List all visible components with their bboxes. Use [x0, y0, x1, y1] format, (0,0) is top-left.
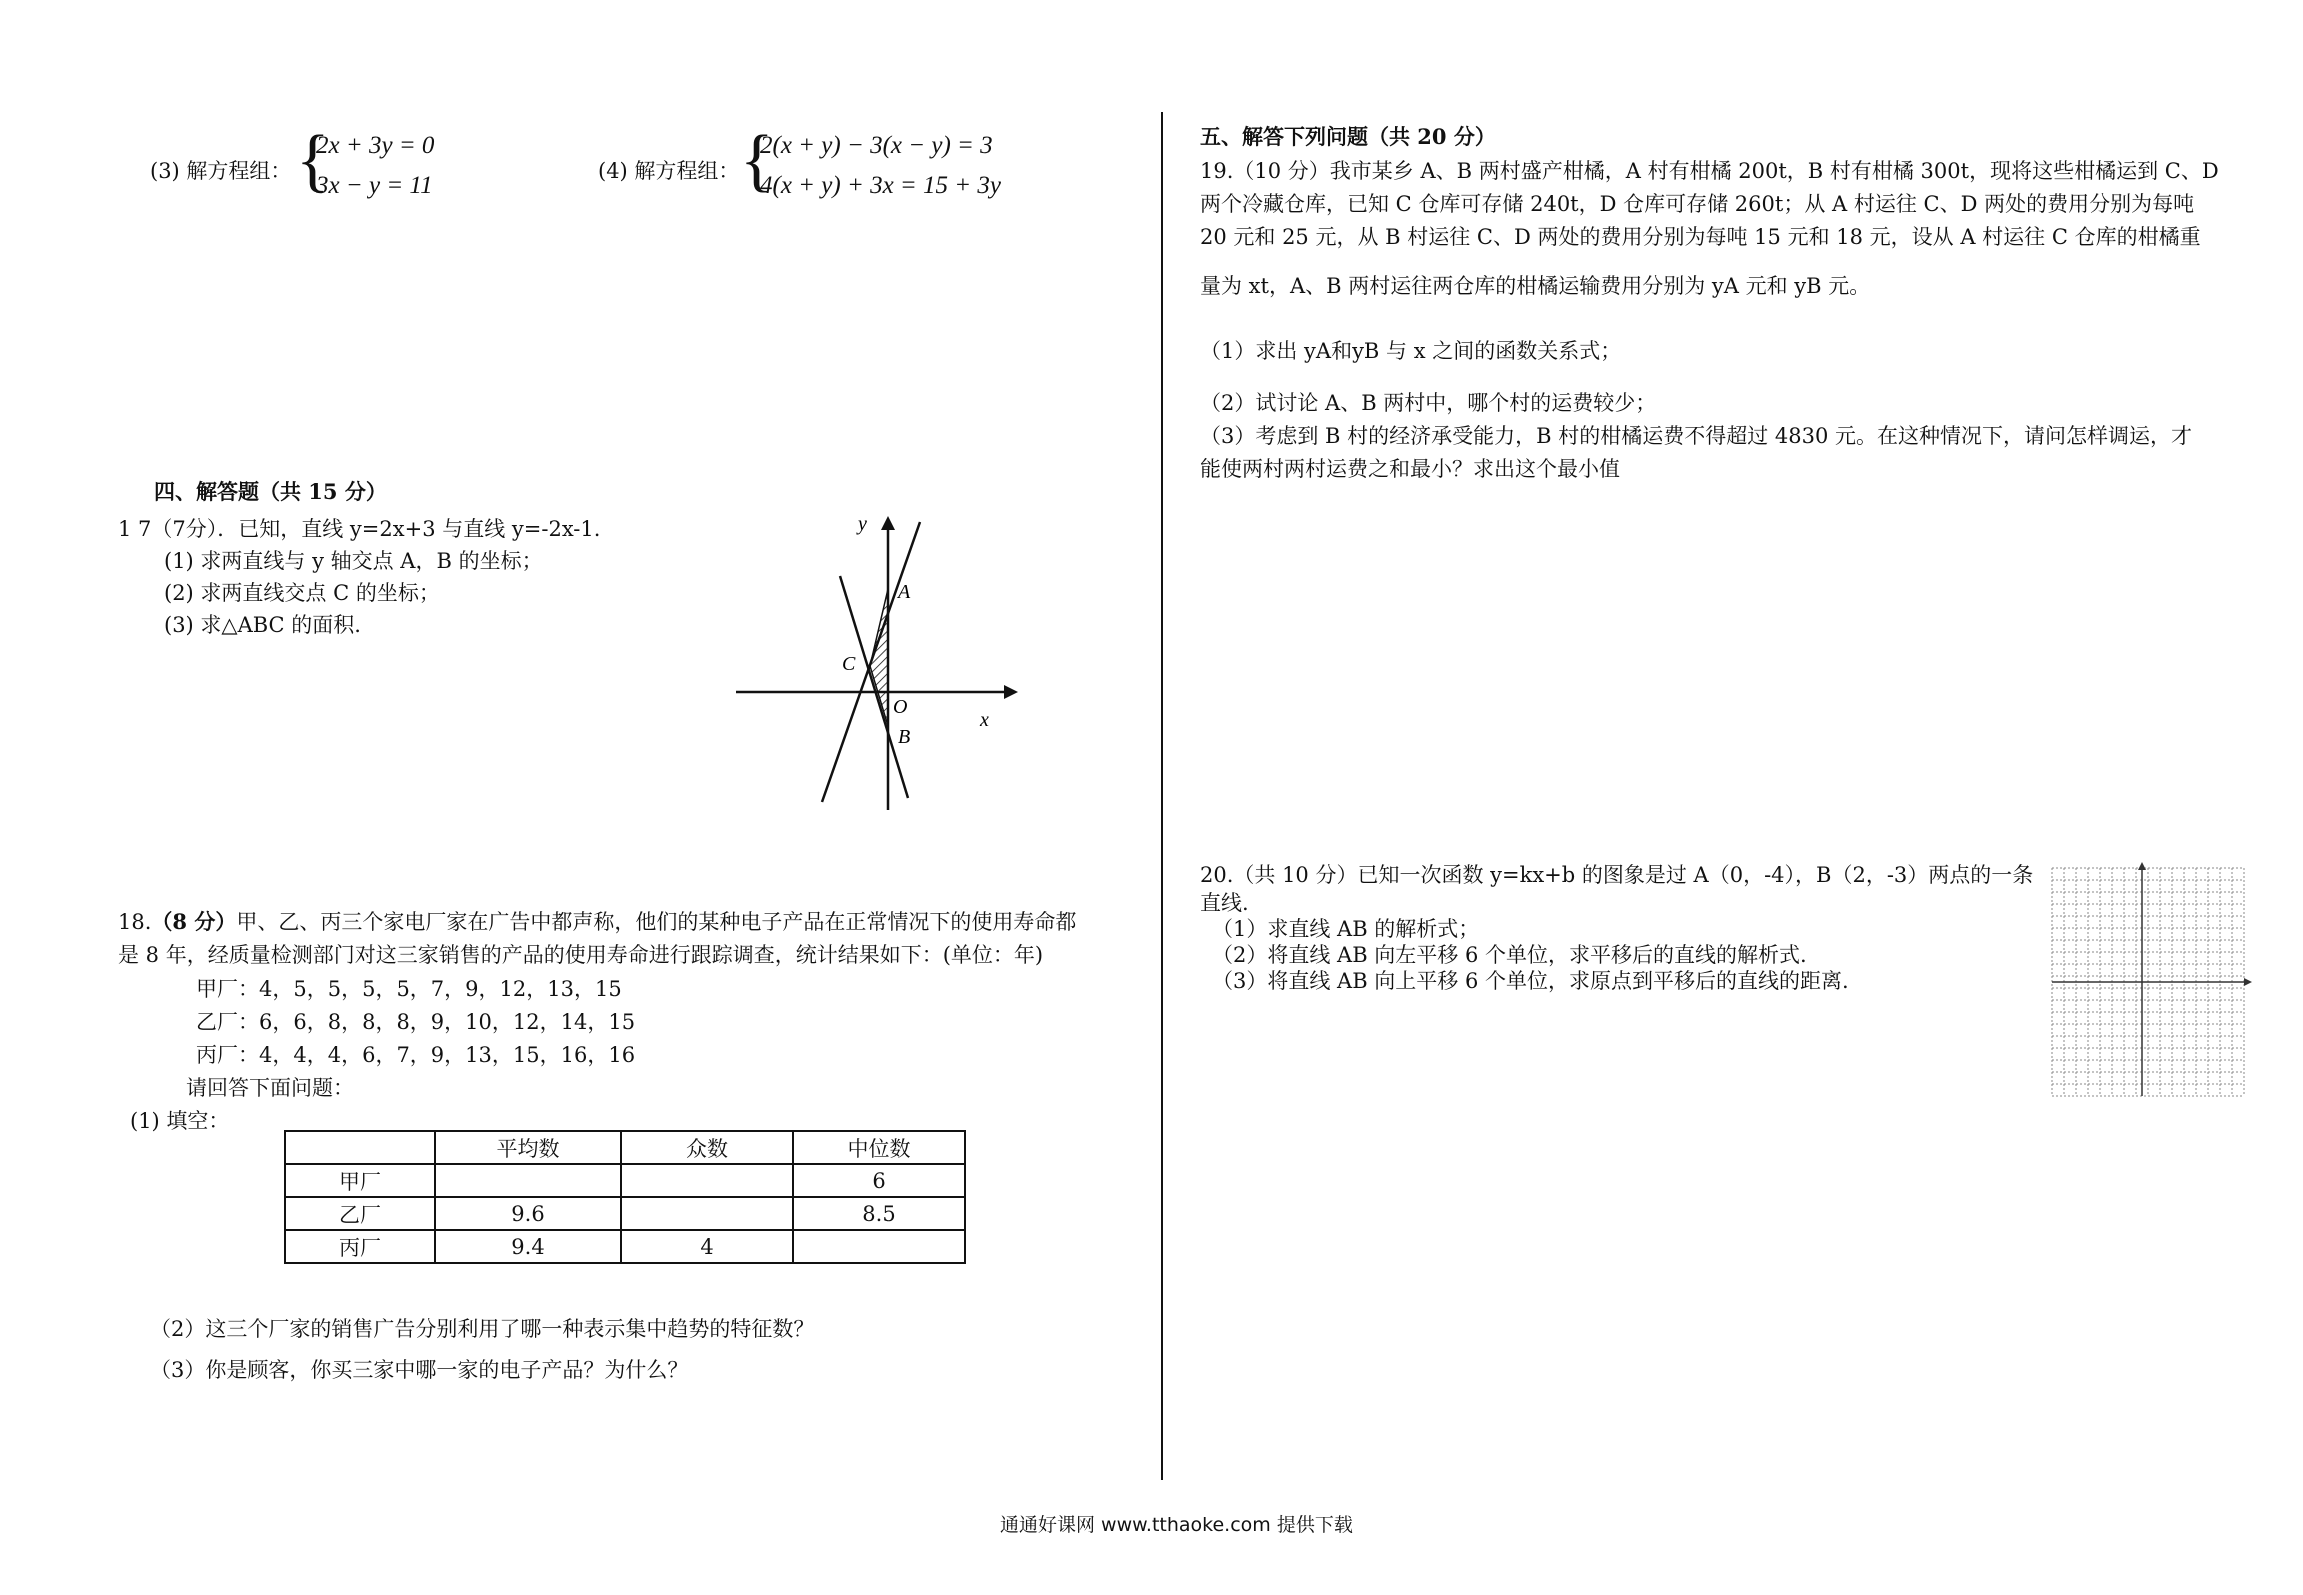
part5-title: 五、解答下列问题（共 20 分）: [1200, 124, 1496, 149]
table-header-cell: 平均数: [435, 1131, 621, 1164]
table-header-cell: 中位数: [793, 1131, 965, 1164]
q3-eq2: 3x − y = 11: [316, 172, 433, 199]
grid-y-arrow: [2138, 862, 2146, 870]
label-x: x: [980, 709, 989, 731]
y-axis-arrow: [881, 516, 895, 530]
q19-line2: 两个冷藏仓库，已知 C 仓库可存储 240t，D 仓库可存储 260t；从 A 村运往 C、D 两处的费用分别为每吨: [1200, 192, 2195, 216]
q3-eq1: 2x + 3y = 0: [316, 132, 435, 159]
q19-line1: 19.（10 分）我市某乡 A、B 两村盛产柑橘，A 村有柑橘 200t，B 村有柑橘 300t，现将这些柑橘运到 C、D: [1200, 159, 2219, 183]
label-a: A: [898, 581, 911, 603]
label-o: O: [893, 696, 908, 718]
q3-brace: {: [296, 122, 330, 199]
q18-ask: 请回答下面问题：: [186, 1076, 354, 1100]
table-cell: 6: [793, 1164, 965, 1197]
table-row: [285, 1197, 965, 1230]
table-cell: 4: [621, 1230, 793, 1263]
grid-x-arrow: [2244, 978, 2252, 986]
label-c: C: [842, 653, 856, 675]
line-y-minus-2x-minus-1: [840, 576, 911, 798]
q20-coordinate-grid: [2046, 860, 2258, 1100]
q20-sub2: （2）将直线 AB 向左平移 6 个单位，求平移后的直线的解析式.: [1212, 943, 1807, 967]
q19-sub3b: 能使两村两村运费之和最小？求出这个最小值: [1200, 457, 1620, 481]
table-cell: 甲厂: [285, 1164, 435, 1197]
q20-sub1: （1）求直线 AB 的解析式；: [1212, 917, 1480, 941]
q18-line2: 是 8 年，经质量检测部门对这三家销售的产品的使用寿命进行跟踪调查，统计结果如下：(单位：年): [118, 943, 1044, 967]
q20-sub3: （3）将直线 AB 向上平移 6 个单位，求原点到平移后的直线的距离.: [1212, 969, 1849, 993]
q17-sub2: (2) 求两直线交点 C 的坐标；: [164, 581, 440, 605]
q18-yi-data: 乙厂：6，6，8，8，8，9，10，12，14，15: [196, 1010, 636, 1034]
label-b: B: [898, 726, 911, 748]
q18-stats-table: [284, 1130, 966, 1264]
q18-jia-data: 甲厂：4，5，5，5，5，7，9，12，13，15: [196, 977, 622, 1001]
q18-sub2: （2）这三个厂家的销售广告分别利用了哪一种表示集中趋势的特征数？: [150, 1317, 815, 1341]
table-header-cell: 众数: [621, 1131, 793, 1164]
table-cell: 8.5: [793, 1197, 965, 1230]
table-row: [285, 1230, 965, 1263]
q18-fill: (1) 填空：: [130, 1109, 230, 1133]
table-cell: [793, 1230, 965, 1263]
q18-sub3: （3）你是顾客，你买三家中哪一家的电子产品？为什么？: [150, 1358, 689, 1382]
table-cell: [435, 1164, 621, 1197]
part4-title: 四、解答题（共 15 分）: [154, 479, 387, 504]
q19-line4: 量为 xt，A、B 两村运往两仓库的柑橘运输费用分别为 yA 元和 yB 元。: [1200, 274, 1871, 298]
label-y: y: [858, 513, 867, 535]
q4-label: (4) 解方程组：: [598, 159, 740, 183]
q4-eq2: 4(x + y) + 3x = 15 + 3y: [760, 172, 1002, 199]
q18-text: 甲、乙、丙三个家电厂家在广告中都声称，他们的某种电子产品在正常情况下的使用寿命都: [236, 910, 1077, 934]
q4-brace: {: [740, 122, 774, 199]
q18-score: （8 分）: [151, 909, 237, 934]
line-y-2x-plus-3: [822, 522, 920, 802]
q19-line3: 20 元和 25 元，从 B 村运往 C、D 两处的费用分别为每吨 15 元和 18 元，设从 A 村运往 C 仓库的柑橘重: [1200, 225, 2201, 249]
q18-number: 18.: [118, 910, 152, 934]
table-cell: 丙厂: [285, 1230, 435, 1263]
q20-line2: 直线.: [1200, 891, 1249, 915]
q19-sub1: （1）求出 yA和yB 与 x 之间的函数关系式；: [1200, 339, 1622, 363]
q17-stem: 1 7（7分）．已知，直线 y=2x+3 与直线 y=-2x-1.: [118, 517, 601, 541]
q18-line1: [118, 906, 1076, 936]
q17-sub3: (3) 求△ABC 的面积.: [164, 613, 361, 637]
q18-bing-data: 丙厂：4，4，4，6，7，9，13，15，16，16: [196, 1043, 636, 1067]
q19-sub2: （2）试讨论 A、B 两村中，哪个村的运费较少；: [1200, 391, 1657, 415]
q4-eq1: 2(x + y) − 3(x − y) = 3: [760, 132, 993, 159]
q17-sub1: (1) 求两直线与 y 轴交点 A，B 的坐标；: [164, 549, 543, 573]
x-axis-arrow: [1004, 685, 1018, 699]
q20-line1: 20.（共 10 分）已知一次函数 y=kx+b 的图象是过 A（0，-4），B（2，-3）两点的一条: [1200, 863, 2034, 887]
q3-label: (3) 解方程组：: [150, 159, 292, 183]
table-cell: [621, 1197, 793, 1230]
table-cell: 9.6: [435, 1197, 621, 1230]
column-divider: [1161, 112, 1163, 1480]
q17-graph: [730, 508, 1030, 820]
q19-sub3a: （3）考虑到 B 村的经济承受能力，B 村的柑橘运费不得超过 4830 元。在这种情况下，请问怎样调运，才: [1200, 424, 2193, 448]
table-cell: 乙厂: [285, 1197, 435, 1230]
table-header-cell: [285, 1131, 435, 1164]
table-header-row: [285, 1131, 965, 1164]
footer-source: 通通好课网 www.tthaoke.com 提供下载: [1000, 1514, 1353, 1536]
table-cell: [621, 1164, 793, 1197]
table-cell: 9.4: [435, 1230, 621, 1263]
table-row: [285, 1164, 965, 1197]
